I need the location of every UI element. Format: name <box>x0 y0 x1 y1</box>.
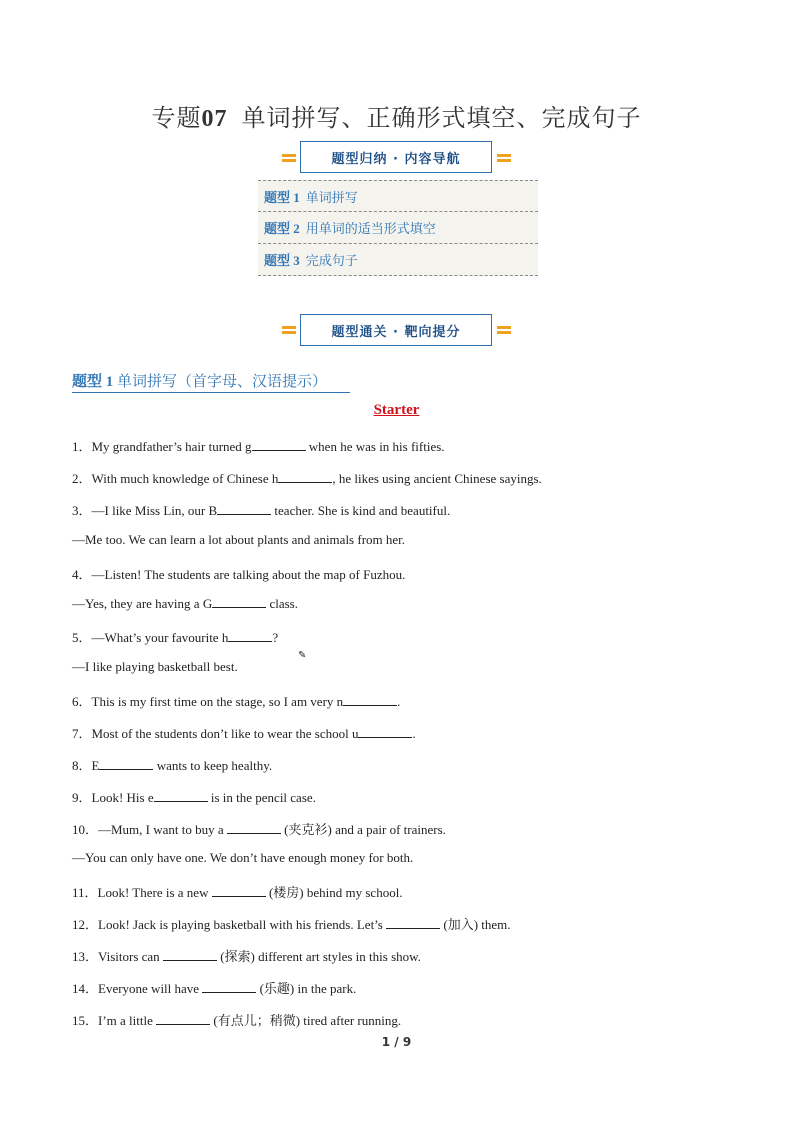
question-text-after: . <box>412 726 416 741</box>
answer-blank[interactable] <box>252 438 306 451</box>
table-of-contents <box>258 180 538 276</box>
banner-deco-right-icon <box>497 152 511 164</box>
answer-blank[interactable] <box>278 470 332 483</box>
answer-blank[interactable] <box>212 884 266 897</box>
question-text: 7．Most of the students don’t like to wear the school u <box>72 726 359 741</box>
answer-blank[interactable] <box>217 502 271 515</box>
title-prefix: 专题 <box>151 106 202 132</box>
question-line <box>72 500 450 519</box>
question-text: —Yes, they are having a G <box>72 596 213 611</box>
question-text-after: class. <box>266 596 298 611</box>
toc-item-number: 题型 1 <box>264 189 300 205</box>
question-line <box>72 691 400 710</box>
banner-practice-label: 题型通关 · 靶向提分 <box>331 324 461 340</box>
question-text-after: is in the pencil case. <box>207 790 316 805</box>
answer-blank[interactable] <box>154 789 208 802</box>
question-text-after: , he likes using ancient Chinese sayings. <box>332 471 542 486</box>
toc-item-number: 题型 3 <box>264 253 300 268</box>
question-line <box>72 627 278 646</box>
question-line <box>72 468 542 487</box>
answer-blank[interactable] <box>163 948 217 961</box>
question-line <box>72 436 445 455</box>
question-line <box>72 755 272 774</box>
question-text: 8．E <box>72 758 100 773</box>
question-line <box>72 787 316 806</box>
question-text: 1．My grandfather’s hair turned g <box>72 439 252 454</box>
question-text-after: (有点儿；稍微) tired after running. <box>210 1013 402 1028</box>
question-text-after: . <box>397 694 401 709</box>
stray-mark-icon: ✎ <box>298 650 307 661</box>
page-number: 1 / 9 <box>381 1035 412 1049</box>
question-text: 10．—Mum, I want to buy a <box>72 822 227 837</box>
section-label: 单词拼写（首字母、汉语提示） <box>117 374 328 390</box>
question-text: 11．Look! There is a new <box>72 885 212 900</box>
question-text: 5．—What’s your favourite h <box>72 630 229 645</box>
question-text: 12．Look! Jack is playing basketball with his friends. Let’s <box>72 917 387 932</box>
banner-content-navigation <box>300 141 492 173</box>
answer-blank[interactable] <box>99 757 153 770</box>
banner-deco-left-icon <box>282 324 296 336</box>
toc-item-label: 用单词的适当形式填空 <box>305 221 436 236</box>
question-text-after: (探索) different art styles in this show. <box>216 949 421 964</box>
banner-practice <box>300 314 492 346</box>
question-text-after: ? <box>272 630 279 645</box>
question-text: 6．This is my first time on the stage, so I am very n <box>72 694 344 709</box>
answer-blank[interactable] <box>386 916 440 929</box>
question-text-after: when he was in his fifties. <box>305 439 445 454</box>
answer-blank[interactable] <box>212 595 266 608</box>
question-text-after: teacher. She is kind and beautiful. <box>271 503 451 518</box>
question-line <box>72 564 405 583</box>
question-line <box>72 532 405 548</box>
question-line <box>72 914 511 933</box>
section-heading-link[interactable] <box>72 370 350 393</box>
question-text-after: (乐趣) in the park. <box>256 981 357 996</box>
question-text: 3．—I like Miss Lin, our B <box>72 503 218 518</box>
answer-blank[interactable] <box>358 725 412 738</box>
question-text: —Me too. We can learn a lot about plants and animals from her. <box>72 532 406 547</box>
question-line <box>72 819 446 838</box>
answer-blank[interactable] <box>227 821 281 834</box>
question-text-after: (夹克衫) and a pair of trainers. <box>280 822 446 837</box>
answer-blank[interactable] <box>156 1012 210 1025</box>
answer-blank[interactable] <box>202 980 256 993</box>
question-text: 4．—Listen! The students are talking about the map of Fuzhou. <box>72 567 406 582</box>
banner-deco-right-icon <box>497 324 511 336</box>
question-line <box>72 659 238 675</box>
starter-heading: Starter <box>373 402 420 418</box>
question-text: —You can only have one. We don’t have enough money for both. <box>72 850 414 865</box>
question-text: —I like playing basketball best. <box>72 659 238 674</box>
toc-item-2[interactable] <box>258 212 538 244</box>
answer-blank[interactable] <box>343 693 397 706</box>
answer-blank[interactable] <box>228 629 272 642</box>
question-text-after: (加入) them. <box>440 917 511 932</box>
question-line <box>72 978 356 997</box>
toc-item-number: 题型 2 <box>264 221 300 236</box>
question-text: 14．Everyone will have <box>72 981 203 996</box>
question-text: 2．With much knowledge of Chinese h <box>72 471 279 486</box>
question-line <box>72 946 421 965</box>
question-text: 9．Look! His e <box>72 790 154 805</box>
question-line <box>72 595 298 612</box>
toc-item-label: 单词拼写 <box>305 189 358 205</box>
banner-content-navigation-label: 题型归纳 · 内容导航 <box>331 151 461 167</box>
question-line <box>72 882 403 901</box>
toc-item-1[interactable] <box>258 180 538 212</box>
banner-deco-left-icon <box>282 152 296 164</box>
question-line <box>72 850 413 866</box>
section-number: 题型 1 <box>72 374 114 390</box>
question-text-after: wants to keep healthy. <box>153 758 273 773</box>
toc-item-label: 完成句子 <box>305 253 358 268</box>
title-text: 单词拼写、正确形式填空、完成句子 <box>241 106 642 132</box>
page-title <box>0 98 793 133</box>
question-text: 15．I’m a little <box>72 1013 157 1028</box>
title-number: 07 <box>201 106 228 132</box>
question-line <box>72 1010 401 1029</box>
question-text-after: (楼房) behind my school. <box>265 885 403 900</box>
toc-item-3[interactable] <box>258 244 538 276</box>
question-text: 13．Visitors can <box>72 949 163 964</box>
question-line <box>72 723 416 742</box>
